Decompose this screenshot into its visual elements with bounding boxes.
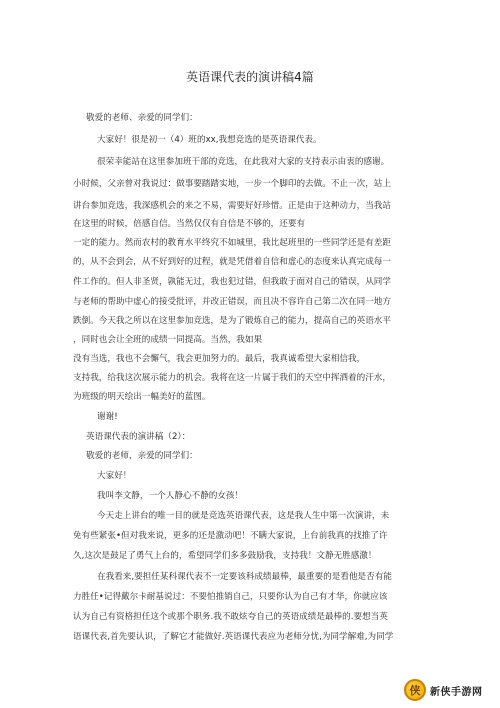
text-line: 与老师的帮助中虚心的接受批评，并改正错误，而且决不容许自己第二次在同一地方 [73, 297, 391, 307]
text-line: 认为自己有资格担任这个或那个职务.我不敢炫夸自己的英语成绩是最棒的.要想当英 [73, 612, 388, 622]
text-line: 敬爱的老师，亲爱的同学们： [86, 451, 198, 461]
text-line: 件工作的。但人非圣贤，孰能无过，我也犯过错，但我敢于面对自己的错误，从同学 [73, 277, 391, 287]
text-line: 在这里的时候，倍感自信。当然仅仅有自信是不够的，还要有 [73, 219, 306, 229]
text-line: 小时候，父亲曾对我说过：做事要踏踏实地，一步一个脚印的去做。不止一次，站上 [73, 179, 391, 189]
text-line: 谢谢! [97, 412, 118, 422]
text-line: ，同时也会让全班的成绩一同提高。当然，我如果 [73, 335, 263, 345]
text-line: 我叫李文静，一个人静心不静的女孩！ [97, 491, 244, 501]
text-line: 大家好！很是初一（4）班的xx,我想竞选的是英语课代表。 [97, 135, 322, 145]
watermark-text: 新侠手游网 [430, 686, 483, 698]
text-line: 一定的能力。然而农村的教育水平终究不如城里，我比起班里的一些同学还是有差距 [73, 238, 391, 248]
text-line: 免有些紧张•但对我来说，更多的还是激动吧！不瞒大家说，上台前我真的找推了许 [73, 531, 388, 541]
text-line: 久,这次是鼓足了勇气上台的，希望同学们多多鼓励我，支持我！文静无胜感激！ [73, 551, 377, 561]
text-line: 语课代表,首先要认识，了解它才能做好.英语课代表应为老师分忧,为同学解难,为同学 [73, 632, 394, 642]
text-line: 讲台参加竞选，我深感机会的来之不易，需要好好珍惜。正是由于这种动力，当我站 [73, 201, 391, 211]
watermark-logo-icon: 侠 [404, 679, 426, 701]
text-line: 今天走上讲台的唯一目的就是竞选英语课代表，这是我人生中第一次演讲，未 [97, 511, 390, 521]
text-line: 敬爱的老师、亲爱的同学们： [86, 113, 198, 123]
text-line: 的，从不会到会，从不好到好的过程，就是凭借着自信和虚心的态度来认真完成每一 [73, 257, 391, 267]
document-title: 英语课代表的演讲稿4篇 [186, 70, 314, 84]
text-line: 跌倒。今天我之所以在这里参加竞选，是为了锻炼自己的能力，提高自己的英语水平 [73, 316, 391, 326]
text-line: 英语课代表的演讲稿（2）： [86, 432, 191, 442]
text-line: 支持我，给我这次展示能力的机会。我将在这一片属于我们的天空中挥洒着的汗水， [73, 373, 391, 383]
text-line: 为班级的明天绘出一幅美好的蓝图。 [73, 392, 211, 402]
text-line: 很荣幸能站在这里参加班干部的竞选，在此我对大家的支持表示由衷的感谢。 [97, 157, 390, 167]
site-watermark [404, 678, 492, 702]
text-line: 在我看来,要担任某科课代表不一定要该科成绩最棒，最重要的是看他是否有能 [97, 572, 392, 582]
text-line: 力胜任•记得戴尔卡耐基说过：不要怕推销自己，只要你认为自己有才华，你就应该 [73, 592, 388, 602]
text-line: 没有当选，我也不会懈气，我会更加努力的。最后，我真诚希望大家相信我， [73, 354, 366, 364]
text-line: 大家好！ [97, 471, 132, 481]
